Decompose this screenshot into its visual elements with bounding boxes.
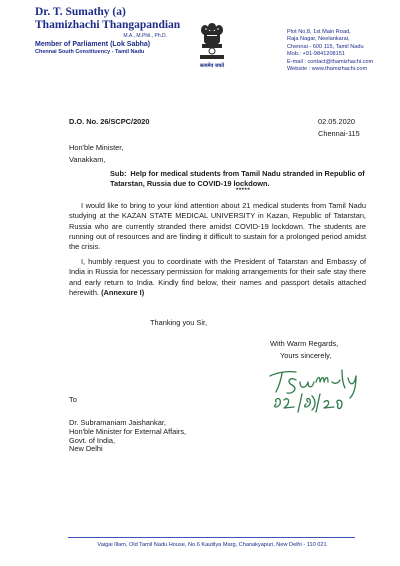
- recipient-line: Hon'ble Minister for External Affairs,: [69, 426, 187, 436]
- email-line: E-mail : contact@thamizhachi.com: [287, 58, 374, 65]
- sender-constituency: Chennai South Constituency - Tamil Nadu: [35, 49, 145, 55]
- sender-qualifications: M.A., M.Phil., Ph.D.: [123, 33, 167, 39]
- to-label: To: [69, 395, 77, 404]
- regards-line: With Warm Regards,: [270, 339, 339, 348]
- closing-line: Yours sincerely,: [280, 351, 332, 360]
- annexure-reference: (Annexure I): [101, 287, 145, 297]
- emblem-motto: सत्यमेव जयते: [199, 63, 225, 69]
- thanks-line: Thanking you Sir,: [150, 318, 208, 327]
- sender-name-line2: Thamizhachi Thangapandian: [35, 19, 181, 31]
- handwritten-signature: [262, 362, 372, 418]
- paragraph-2-text: I, humbly request you to coordinate with the President of Tatarstan and Embassy of India in Russia for necessary permission for making arrangements for their safe stay there and early return to India. Kindly find below, their names and passport details attached herewith.: [69, 257, 366, 297]
- subject-text: Help for medical students from Tamil Nadu stranded in Republic of Tatarstan, Russia due to COVID-19 lockdown.: [110, 169, 365, 188]
- letterhead-contact: [287, 29, 397, 73]
- subject-line: [110, 169, 370, 189]
- footer-address: Vaigai Illam, Old Tamil Nadu House, No.6 Kautilya Marg, Chanakyapuri, New Delhi - 110 021: [97, 542, 327, 548]
- salutation: Hon'ble Minister,: [69, 143, 124, 152]
- subject-label: Sub:: [110, 169, 127, 178]
- recipient-address: [69, 419, 186, 454]
- lion-capital-icon: [197, 22, 227, 62]
- letterhead-sender: [35, 6, 185, 55]
- recipient-line: Govt. of India,: [69, 435, 116, 445]
- website-line: Website : www.thamizhachi.com: [287, 66, 368, 73]
- separator: *****: [236, 188, 251, 194]
- letter-date: 02.05.2020: [318, 117, 355, 126]
- mobile-line: Mob.: +91-9841208151: [287, 51, 346, 58]
- recipient-line: New Delhi: [69, 444, 103, 454]
- sender-name-line1: Dr. T. Sumathy (a): [35, 6, 126, 18]
- sender-position: Member of Parliament (Lok Sabha): [35, 41, 151, 48]
- recipient-line: Dr. Subramaniam Jaishankar,: [69, 418, 166, 427]
- address-line: Chennai - 600 115, Tamil Nadu: [287, 43, 364, 50]
- body-paragraph-1: I would like to bring to your kind attention about 21 medical students from Tamil Nadu studying at the KAZAN STATE MEDICAL UNIVERSITY in Kazan, Republic of Tatarstan, Russia who are currently stranded there amidst COVID-19 lockdown. The students are running out of resources and are finding it difficult to sustain for a prolonged period amidst the crisis.: [69, 201, 366, 252]
- address-line: Plot No.8, 1st Main Road,: [287, 29, 351, 35]
- reference-number: D.O. No. 26/SCPC/2020: [69, 117, 150, 126]
- national-emblem: [192, 22, 232, 69]
- letter-city: Chennai-115: [318, 129, 360, 138]
- address-line: Raja Nagar, Neelankarai,: [287, 36, 350, 43]
- body-paragraph-2: [69, 257, 366, 298]
- greeting: Vanakkam,: [69, 155, 106, 164]
- footer-divider: [68, 537, 355, 538]
